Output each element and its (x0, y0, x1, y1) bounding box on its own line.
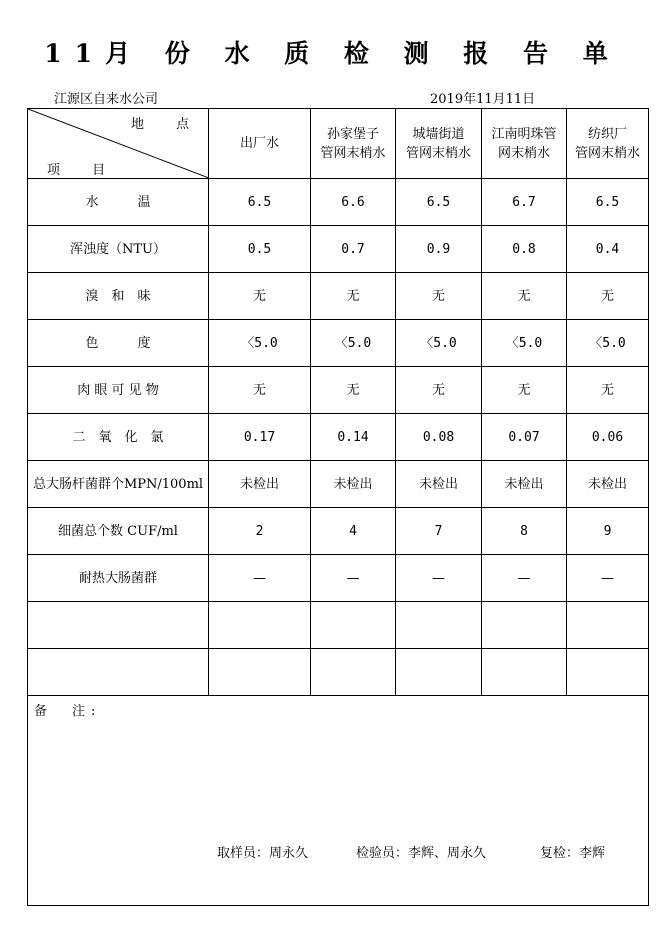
value-cell: 0.06 (567, 414, 649, 461)
value-cell: 未检出 (482, 461, 567, 508)
empty-cell (28, 602, 209, 649)
location-header (567, 109, 649, 179)
location-header-line: 网末梢水 (497, 145, 550, 161)
value-cell: — (311, 555, 396, 602)
table-row (28, 320, 649, 367)
table-row (28, 226, 649, 273)
location-header-line: 纺织厂 (587, 126, 627, 142)
empty-cell (396, 649, 482, 696)
location-axis-label: 地 点 (131, 117, 204, 132)
value-cell: 6.7 (482, 179, 567, 226)
empty-cell (396, 602, 482, 649)
table-row (28, 508, 649, 555)
value-cell: 0.5 (209, 226, 311, 273)
sampler-signature: 取样员：周永久 (217, 846, 309, 861)
empty-cell (209, 649, 311, 696)
empty-row (28, 649, 649, 696)
value-cell: 2 (209, 508, 311, 555)
value-cell: 无 (209, 367, 311, 414)
value-cell: 8 (482, 508, 567, 555)
value-cell: 未检出 (567, 461, 649, 508)
empty-cell (28, 649, 209, 696)
value-cell: 无 (311, 273, 396, 320)
water-quality-table (27, 108, 649, 906)
report-title: 11月 份 水 质 检 测 报 告 单 (44, 39, 621, 68)
item-name-cell: 肉 眼 可 见 物 (28, 367, 209, 414)
empty-cell (482, 602, 567, 649)
empty-cell (311, 649, 396, 696)
location-header-line: 管网末梢水 (320, 145, 386, 161)
location-header (209, 109, 311, 179)
value-cell: — (482, 555, 567, 602)
value-cell: 0.08 (396, 414, 482, 461)
empty-cell (482, 649, 567, 696)
diagonal-header-cell (28, 109, 209, 179)
location-header-line: 管网末梢水 (574, 145, 640, 161)
value-cell: 未检出 (209, 461, 311, 508)
report-date: 2019年11月11日 (430, 92, 536, 107)
table-row (28, 414, 649, 461)
value-cell: 〈5.0 (482, 320, 567, 367)
inspector-signature: 检验员：李辉、周永久 (356, 846, 487, 861)
location-header (482, 109, 567, 179)
value-cell: 无 (482, 273, 567, 320)
value-cell: 无 (396, 273, 482, 320)
empty-cell (567, 602, 649, 649)
item-name-cell: 耐热大肠菌群 (28, 555, 209, 602)
value-cell: 未检出 (311, 461, 396, 508)
value-cell: 无 (482, 367, 567, 414)
value-cell: 4 (311, 508, 396, 555)
reviewer-signature: 复检：李辉 (540, 846, 606, 861)
value-cell: 6.5 (396, 179, 482, 226)
location-header (396, 109, 482, 179)
value-cell: — (567, 555, 649, 602)
value-cell: 无 (396, 367, 482, 414)
value-cell: 无 (567, 273, 649, 320)
location-header (311, 109, 396, 179)
value-cell: 7 (396, 508, 482, 555)
item-name-cell: 二 氧 化 氯 (28, 414, 209, 461)
empty-cell (567, 649, 649, 696)
value-cell: 无 (311, 367, 396, 414)
remarks-row (28, 696, 649, 906)
empty-row (28, 602, 649, 649)
value-cell: 6.5 (209, 179, 311, 226)
item-name-cell: 总大肠杆菌群个MPN/100ml (28, 461, 209, 508)
empty-cell (311, 602, 396, 649)
remarks-cell (28, 696, 649, 906)
value-cell: 未检出 (396, 461, 482, 508)
value-cell: 0.9 (396, 226, 482, 273)
value-cell: 0.07 (482, 414, 567, 461)
item-name-cell: 溴 和 味 (28, 273, 209, 320)
value-cell: 0.4 (567, 226, 649, 273)
table-row (28, 179, 649, 226)
item-name-cell: 水 温 (28, 179, 209, 226)
location-header-line: 江南明珠管 (491, 126, 557, 142)
remarks-label: 备 注: (34, 704, 102, 719)
location-header-line: 城墙街道 (412, 126, 465, 142)
table-row (28, 461, 649, 508)
location-header-line: 出厂水 (239, 136, 279, 151)
value-cell: — (396, 555, 482, 602)
item-name-cell: 细菌总个数 CUF/ml (28, 508, 209, 555)
value-cell: 0.17 (209, 414, 311, 461)
value-cell: 0.14 (311, 414, 396, 461)
company-name: 江源区自来水公司 (54, 92, 159, 107)
empty-cell (209, 602, 311, 649)
value-cell: 6.6 (311, 179, 396, 226)
value-cell: 9 (567, 508, 649, 555)
value-cell: — (209, 555, 311, 602)
value-cell: 0.8 (482, 226, 567, 273)
value-cell: 6.5 (567, 179, 649, 226)
value-cell: 〈5.0 (396, 320, 482, 367)
value-cell: 无 (567, 367, 649, 414)
value-cell: 〈5.0 (311, 320, 396, 367)
table-row (28, 273, 649, 320)
header-row (28, 109, 649, 179)
item-axis-label: 项 目 (47, 163, 120, 178)
value-cell: 无 (209, 273, 311, 320)
value-cell: 〈5.0 (209, 320, 311, 367)
table-row (28, 555, 649, 602)
location-header-line: 孙家堡子 (326, 126, 379, 142)
table-row (28, 367, 649, 414)
value-cell: 0.7 (311, 226, 396, 273)
location-header-line: 管网末梢水 (405, 145, 471, 161)
item-name-cell: 浑浊度（NTU） (28, 226, 209, 273)
value-cell: 〈5.0 (567, 320, 649, 367)
item-name-cell: 色 度 (28, 320, 209, 367)
